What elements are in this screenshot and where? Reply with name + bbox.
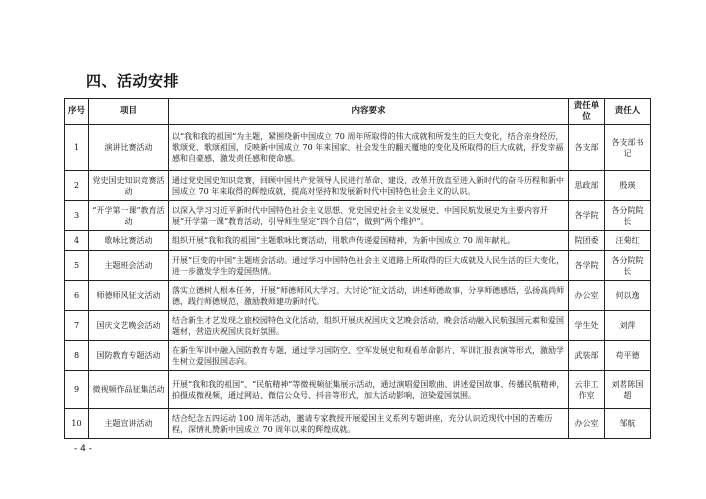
row-person: 邹航 — [605, 409, 651, 439]
section-heading: 四、活动安排 — [86, 72, 180, 90]
row-person: 汪菊红 — [605, 231, 651, 251]
row-no: 1 — [65, 125, 89, 171]
row-person: 各支部书记 — [605, 125, 651, 171]
header-item: 项目 — [89, 99, 169, 125]
row-person: 殷瑛 — [605, 171, 651, 201]
row-unit: 各学院 — [569, 201, 605, 231]
table-row — [65, 171, 651, 201]
row-unit: 各学院 — [569, 251, 605, 281]
row-person: 何以逸 — [605, 281, 651, 311]
row-content: 结合新生才艺发现之旅校园特色文化活动，组织开展庆祝国庆文艺晚会活动，晚会活动融入民航强国元素和爱国题材，营造庆祝国庆良好氛围。 — [169, 311, 569, 341]
row-unit: 各支部 — [569, 125, 605, 171]
table-row — [65, 341, 651, 371]
row-no: 6 — [65, 281, 89, 311]
row-person: 刘萍 — [605, 311, 651, 341]
row-item: 演讲比赛活动 — [89, 125, 169, 171]
table-header-row — [65, 99, 651, 125]
row-unit: 办公室 — [569, 281, 605, 311]
table-row — [65, 281, 651, 311]
row-content: 开展“我和我的祖国”、“民航精神”等微视频征集展示活动，通过演唱爱国歌曲、讲述爱国故事、传播民航精神，拍摄成微视频，通过网站、微信公众号、抖音等形式，加大活动影响，渲染爱国氛围。 — [169, 371, 569, 409]
row-unit: 云非工作室 — [569, 371, 605, 409]
row-no: 2 — [65, 171, 89, 201]
row-unit: 武装部 — [569, 341, 605, 371]
table-row — [65, 409, 651, 439]
row-item: 歌咏比赛活动 — [89, 231, 169, 251]
row-content: 通过党史国史知识竞赛，回顾中国共产党领导人民进行革命、建设、改革开放直至进入新时代的奋斗历程和新中国成立 70 年来取得的辉煌成就，提高对坚持和发展新时代中国特色社会主义的认识。 — [169, 171, 569, 201]
row-item: “开学第一课”教育活动 — [89, 201, 169, 231]
row-item: 国防教育专题活动 — [89, 341, 169, 371]
row-item: 党史国史知识竞赛活动 — [89, 171, 169, 201]
activity-table — [64, 98, 651, 439]
page-number: - 4 - — [74, 444, 92, 454]
row-content: 落实立德树人根本任务，开展“师德师风大学习、大讨论”征文活动，讲述师德故事，分享师德感悟，弘扬高尚师德，践行师德规范，激励教师建功新时代。 — [169, 281, 569, 311]
row-no: 5 — [65, 251, 89, 281]
row-item: 主题班会活动 — [89, 251, 169, 281]
row-no: 4 — [65, 231, 89, 251]
row-content: 结合纪念五四运动 100 周年活动，邀请专家教授开展爱国主义系列专题讲座，充分认识近现代中国的苦难历程，深情礼赞新中国成立 70 周年以来的辉煌成就。 — [169, 409, 569, 439]
header-no: 序号 — [65, 99, 89, 125]
table-row — [65, 231, 651, 251]
row-content: 组织开展“我和我的祖国”主题歌咏比赛活动，用歌声传递爱国精神，为新中国成立 70 周年献礼。 — [169, 231, 569, 251]
header-content: 内容要求 — [169, 99, 569, 125]
row-unit: 思政部 — [569, 171, 605, 201]
row-no: 3 — [65, 201, 89, 231]
row-person: 各分院院长 — [605, 251, 651, 281]
row-no: 9 — [65, 371, 89, 409]
row-unit: 办公室 — [569, 409, 605, 439]
row-person: 刘茗陈国超 — [605, 371, 651, 409]
table-row — [65, 371, 651, 409]
table-row — [65, 311, 651, 341]
table-row — [65, 251, 651, 281]
table-row — [65, 125, 651, 171]
row-content: 在新生军训中融入国防教育专题，通过学习国防空、空军发展史和观看革命影片、军训汇报表演等形式，激励学生树立爱国报国志向。 — [169, 341, 569, 371]
header-person: 责任人 — [605, 99, 651, 125]
row-content: 以深入学习习近平新时代中国特色社会主义思想、党史国史社会主义发展史、中国民航发展史为主要内容开展“开学第一课”教育活动，引导师生坚定“四个自信”，做到“两个维护”。 — [169, 201, 569, 231]
row-no: 7 — [65, 311, 89, 341]
table-row — [65, 201, 651, 231]
row-content: 开展“巨变的中国”主题班会活动。通过学习中国特色社会主义道路上所取得的巨大成就及人民生活的巨大变化，进一步激发学生的爱国热情。 — [169, 251, 569, 281]
row-content: 以“我和我的祖国”为主题，紧围绕新中国成立 70 周年所取得的伟大成就和所发生的巨大变化，结合亲身经历，歌颂党、歌颂祖国，反映新中国成立 70 年来国家、社会发生的翻天覆地的变化及所取得的巨大成就，抒发幸福感和自豪感，激发责任感和使命感。 — [169, 125, 569, 171]
header-unit: 责任单位 — [569, 99, 605, 125]
row-no: 8 — [65, 341, 89, 371]
row-item: 微视频作品征集活动 — [89, 371, 169, 409]
row-unit: 院团委 — [569, 231, 605, 251]
row-item: 国庆文艺晚会活动 — [89, 311, 169, 341]
row-item: 师德师风征文活动 — [89, 281, 169, 311]
row-person: 各分院院长 — [605, 201, 651, 231]
row-no: 10 — [65, 409, 89, 439]
row-unit: 学生处 — [569, 311, 605, 341]
row-person: 苟平德 — [605, 341, 651, 371]
row-item: 主题宣讲活动 — [89, 409, 169, 439]
